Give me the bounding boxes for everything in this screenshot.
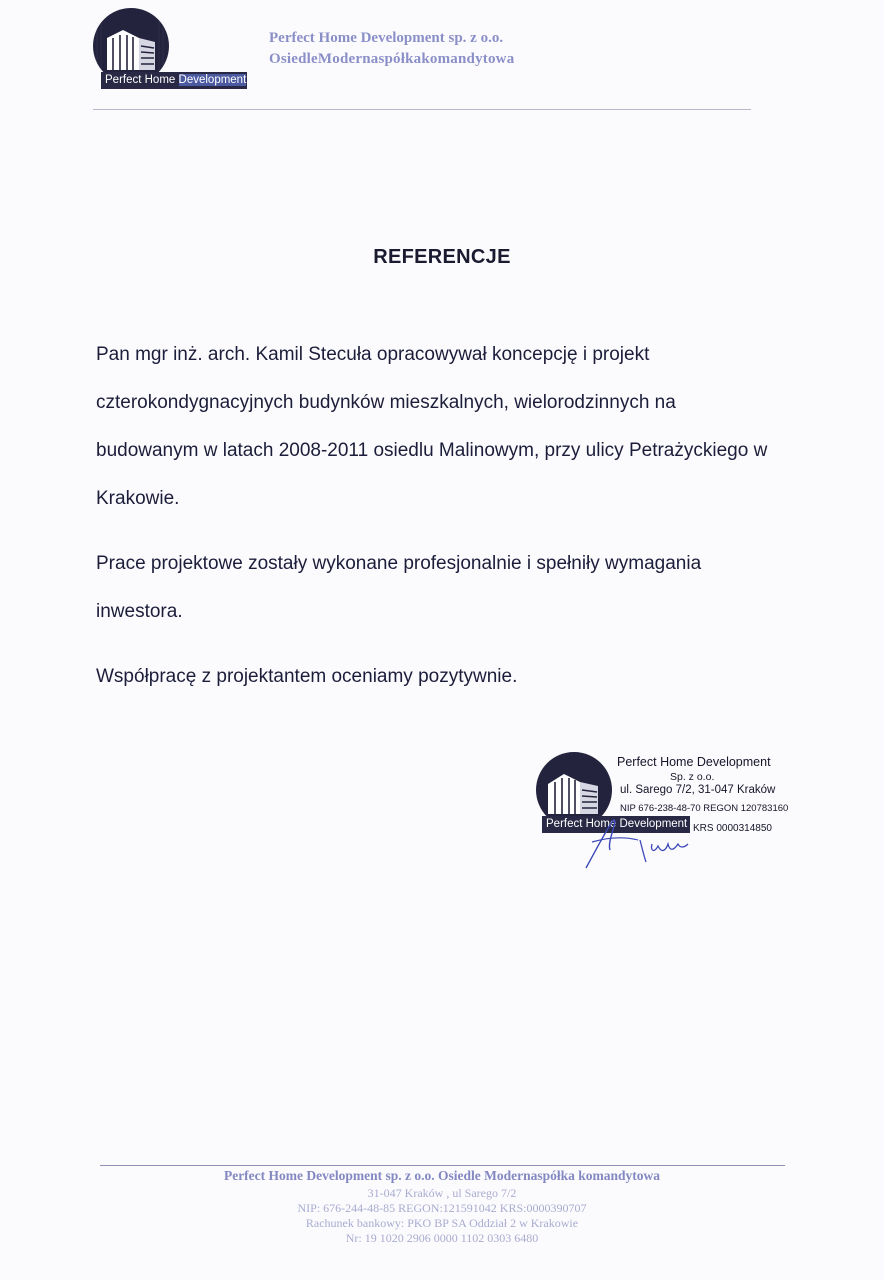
document-title: REFERENCJE xyxy=(373,246,511,268)
footer-company-name: Perfect Home Development sp. z o.o. Osiedle Modernaspółka komandytowa xyxy=(223,1168,661,1183)
footer-bank: Rachunek bankowy: PKO BP SA Oddział 2 w Krakowie xyxy=(305,1216,579,1230)
body-paragraph-2: Prace projektowe zostały wykonane profesjonalnie i spełniły wymagania inwestora. xyxy=(96,553,702,622)
body-paragraph-3: Współpracę z projektantem oceniamy pozytywnie. xyxy=(96,666,518,687)
body-paragraph-1: Pan mgr inż. arch. Kamil Stecuła opracowywał koncepcję i projekt czterokondygnacyjnych budynków mieszkalnych, wielorodzinnych na budowanym w latach 2008-2011 osiedlu Malinowym, przy ulicy Petrażyckiego w Krakowie. xyxy=(96,344,768,509)
stamp-address: ul. Sarego 7/2, 31-047 Kraków xyxy=(620,784,776,796)
handwritten-signature xyxy=(582,810,692,872)
company-stamp xyxy=(536,750,789,870)
company-logo xyxy=(93,8,249,92)
footer-address: 31-047 Kraków , ul Sarego 7/2 xyxy=(367,1186,517,1200)
logo-wordmark: Perfect Home Development xyxy=(101,72,247,89)
stamp-company-form: Sp. z o.o. xyxy=(670,771,715,783)
header-divider xyxy=(93,109,751,110)
stamp-company-name: Perfect Home Development xyxy=(617,755,771,769)
stamp-krs: KRS 0000314850 xyxy=(693,823,772,834)
footer-account-number: Nr: 19 1020 2906 0000 1102 0303 6480 xyxy=(345,1231,539,1245)
footer-registration: NIP: 676-244-48-85 REGON:121591042 KRS:0000390707 xyxy=(297,1201,587,1215)
header-company-name: Perfect Home Development sp. z o.o. xyxy=(269,30,504,46)
header-company-subtitle: OsiedleModernaspółkakomandytowa xyxy=(269,51,515,67)
stamp-ids: NIP 676-238-48-70 REGON 120783160 xyxy=(620,803,789,814)
stamp-wordmark: Perfect Home Development xyxy=(542,816,690,833)
footer-divider xyxy=(100,1165,785,1166)
